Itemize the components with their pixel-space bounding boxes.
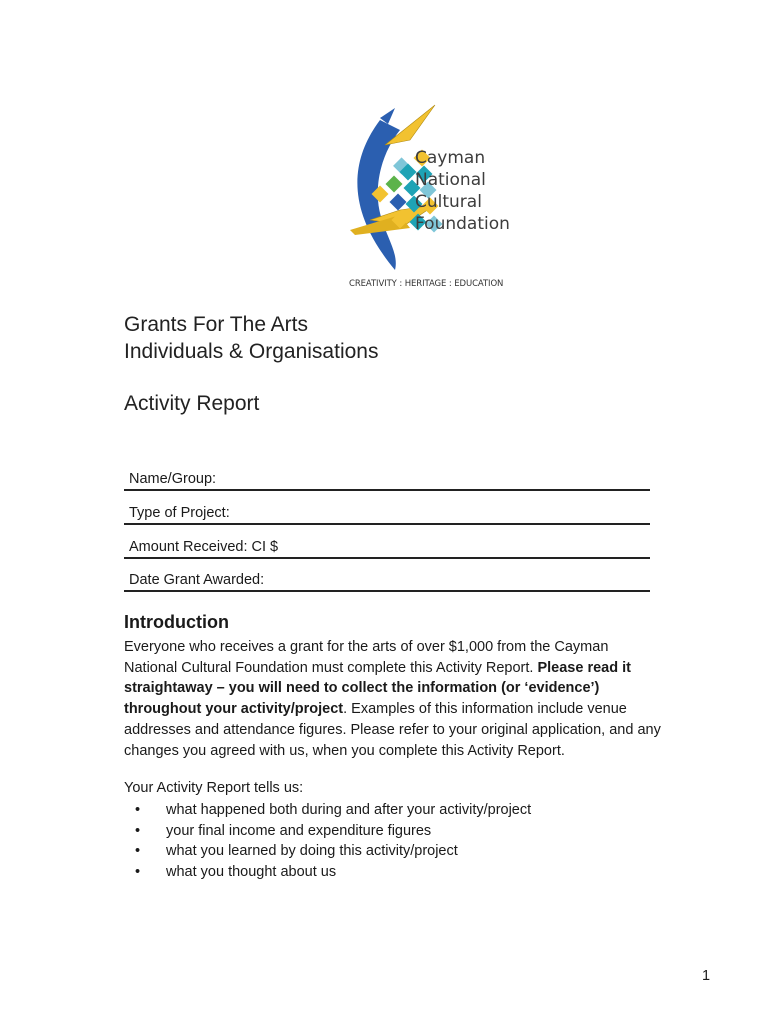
project-type-field[interactable]: [124, 499, 650, 525]
logo-line-3: Cultural: [415, 192, 482, 212]
bullet: •: [135, 864, 141, 881]
list-item-text: your final income and expenditure figures: [166, 822, 432, 839]
amount-received-field[interactable]: [124, 533, 650, 559]
bullet: •: [135, 802, 141, 818]
logo-wordmark: [415, 147, 510, 235]
date-awarded-label: Date Grant Awarded:: [129, 572, 265, 588]
project-type-label: Type of Project:: [129, 505, 230, 521]
logo-line-1: Cayman: [415, 148, 486, 168]
logo-line-2: National: [415, 170, 486, 190]
logo-line-4: Foundation: [415, 214, 510, 234]
list-item-text: what happened both during and after your activity/project: [166, 802, 532, 818]
name-group-field[interactable]: [124, 465, 650, 491]
list-item-text: what you learned by doing this activity/project: [166, 843, 458, 860]
name-group-label: Name/Group:: [129, 471, 217, 487]
logo-tagline: CREATIVITY : HERITAGE : EDUCATION: [349, 279, 504, 289]
report-title: Activity Report: [124, 392, 260, 415]
list-item: [124, 841, 531, 862]
document-title: Grants For The Arts: [124, 313, 309, 336]
introduction-paragraph: [124, 637, 664, 761]
bullet: •: [135, 822, 141, 839]
intro-text-1: Everyone who receives a grant for the arts of over $1,000 from the Cayman National Cultural Foundation must complete this Activity Report.: [124, 639, 609, 676]
list-intro: Your Activity Report tells us:: [124, 780, 304, 796]
list-item: [124, 800, 531, 821]
cncf-logo: [340, 100, 530, 295]
page-number: 1: [702, 968, 711, 984]
amount-received-label: Amount Received: CI $: [129, 539, 279, 555]
report-contents-list: [124, 800, 531, 883]
intro-text-2: . Examples of this information include venue addresses and attendance figures. Please refer to your original application, and any changes you agreed with us, when you complete this Activity Report.: [124, 701, 661, 759]
date-awarded-field[interactable]: [124, 566, 650, 592]
list-item: [124, 821, 531, 842]
introduction-heading: Introduction: [124, 612, 229, 632]
bullet: •: [135, 843, 141, 860]
document-subtitle: Individuals & Organisations: [124, 340, 379, 363]
intro-text-bold: Please read it straightaway – you will need to collect the information (or ‘evidence’) throughout your activity/project: [124, 659, 631, 718]
list-item-text: what you thought about us: [166, 864, 337, 881]
list-item: [124, 862, 531, 883]
